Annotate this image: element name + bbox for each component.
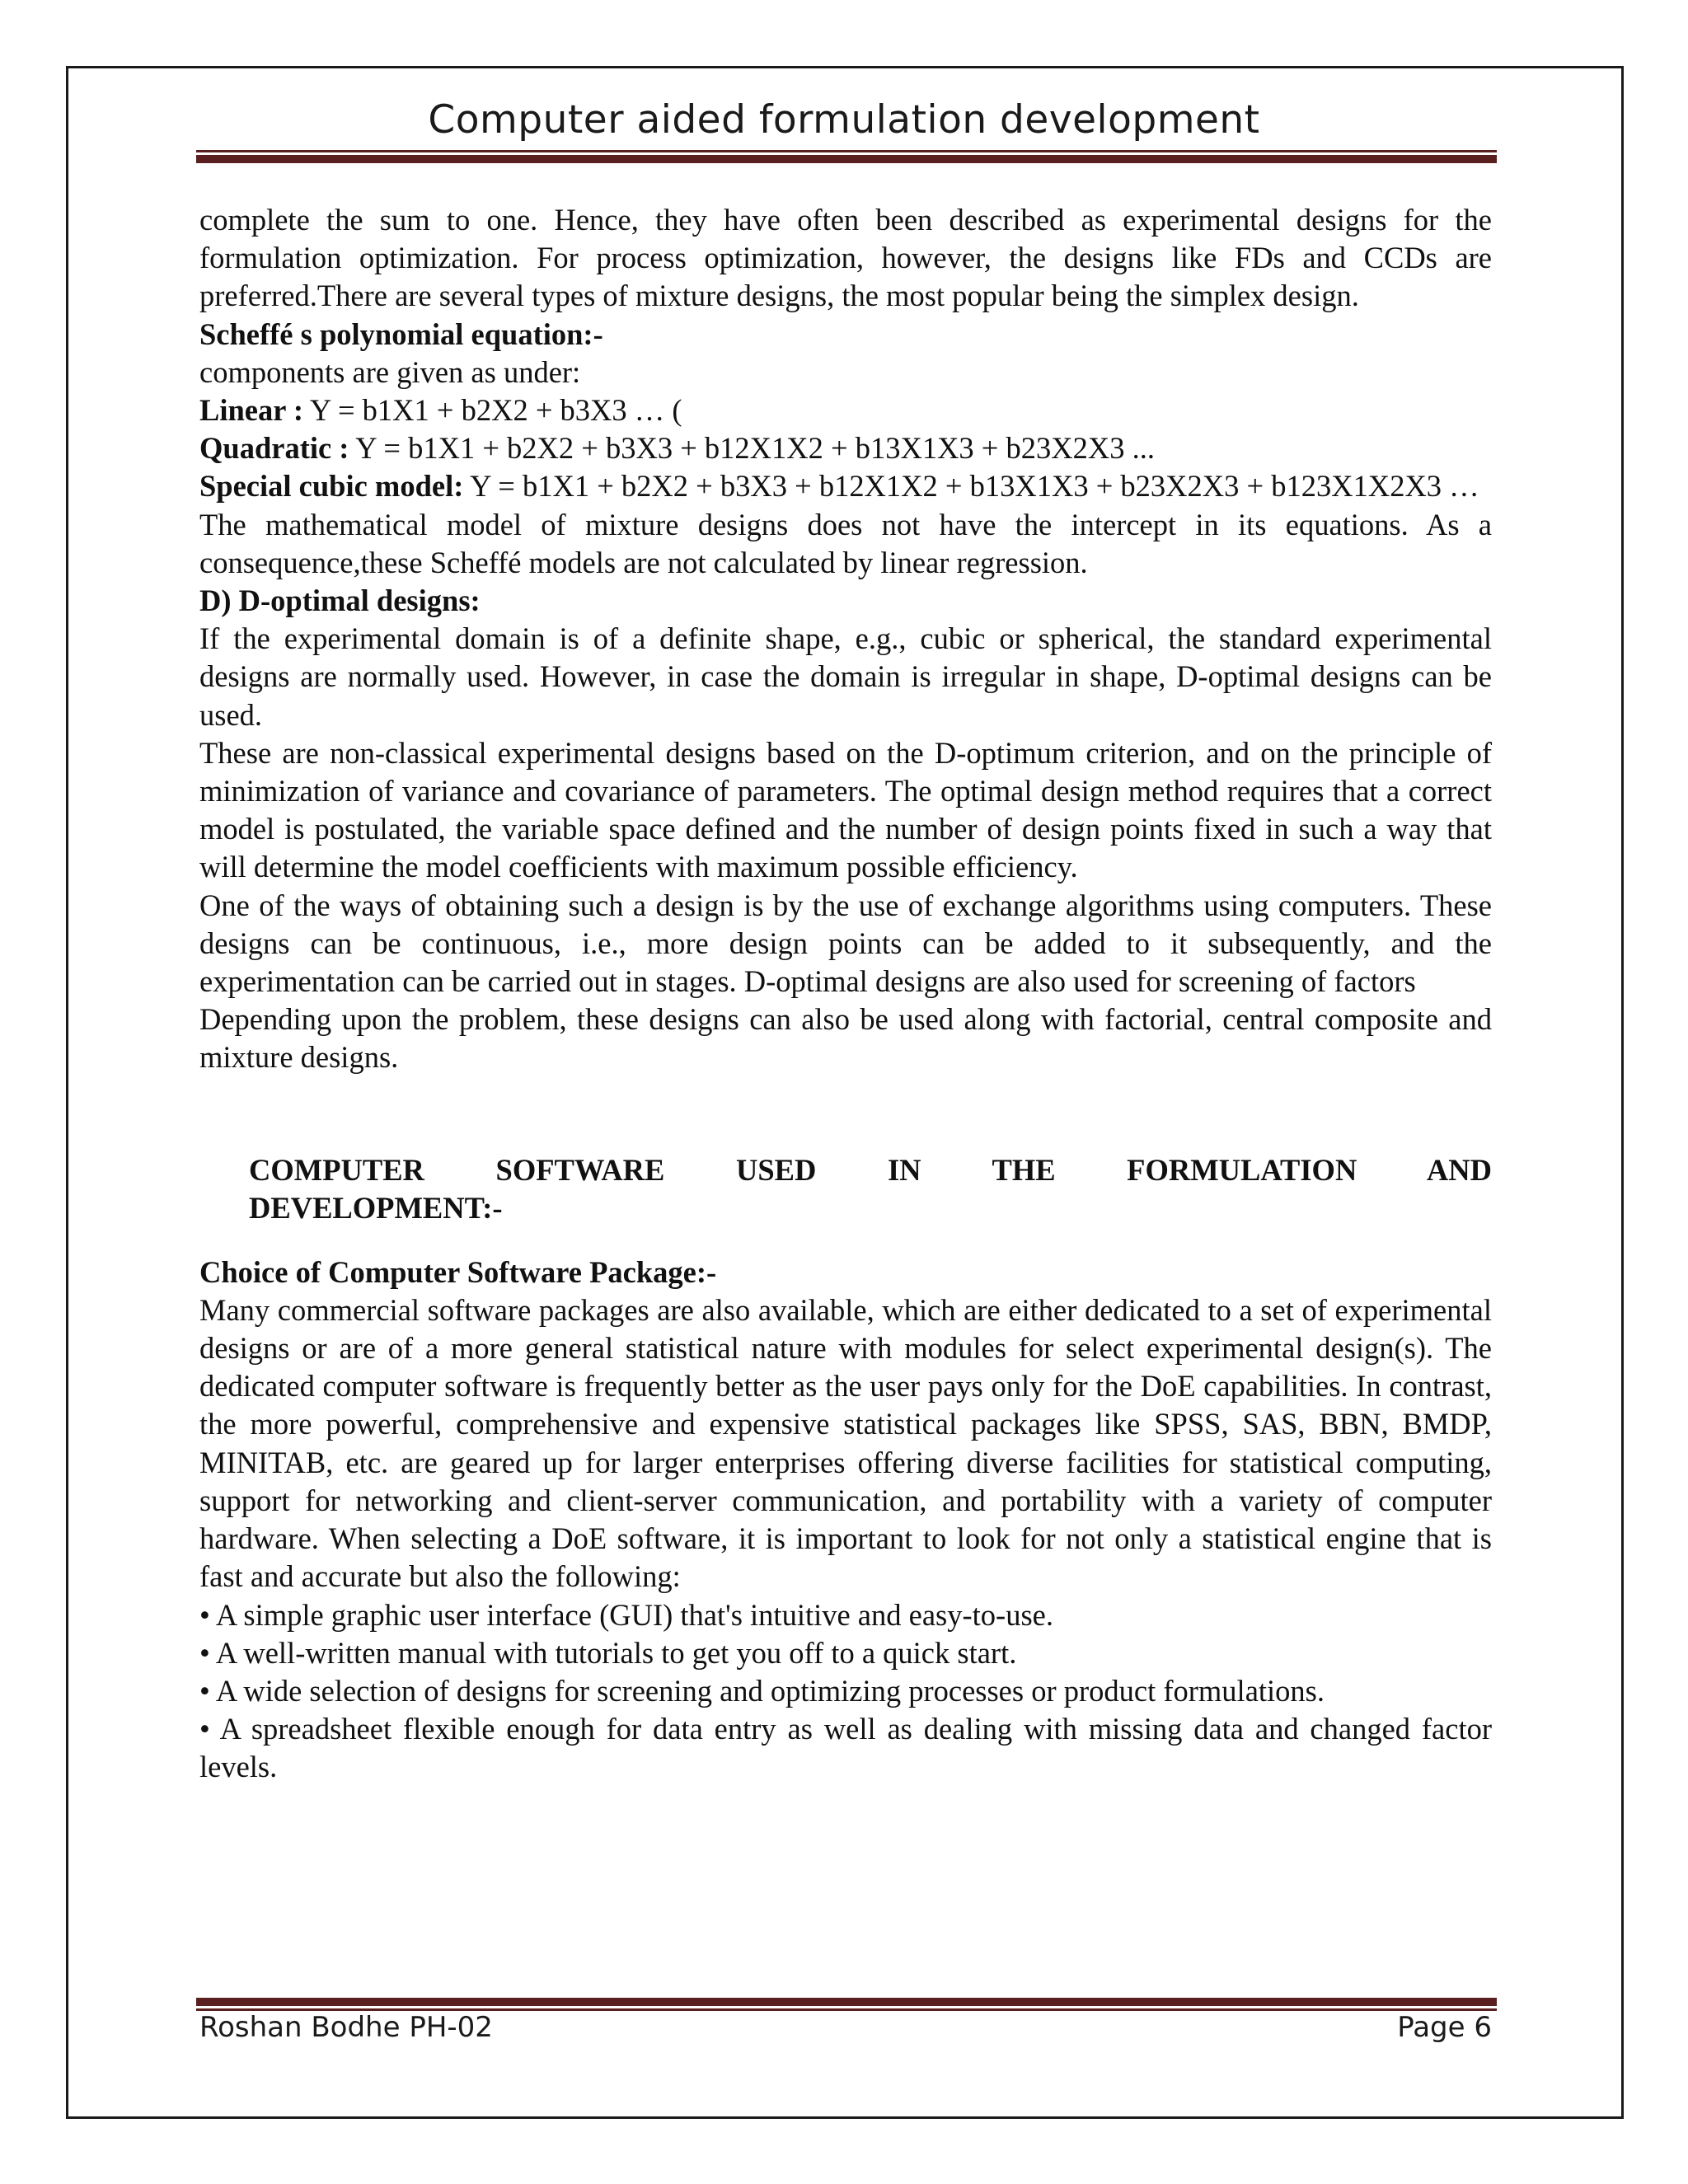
equation-linear <box>199 391 1492 429</box>
heading-spacer <box>199 1227 1492 1254</box>
paragraph-d-optimal-3: One of the ways of obtaining such a design is by the use of exchange algorithms using computers. These designs can be continuous, i.e., more design points can be added to it subsequently, and the experimentation can be carried out in stages. D-optimal designs are also used for screening of factors <box>199 888 1492 999</box>
section-heading-line1: COMPUTER SOFTWARE USED IN THE FORMULATION AND <box>249 1152 1492 1187</box>
equation-quadratic-label: Quadratic : <box>199 431 349 466</box>
paragraph-d-optimal-1: If the experimental domain is of a definite shape, e.g., cubic or spherical, the standard experimental designs are normally used. However, in case the domain is irregular in shape, D-optimal designs can be used. <box>199 621 1492 732</box>
bullet-item: • A spreadsheet flexible enough for data entry as well as dealing with missing data and changed factor levels. <box>199 1712 1492 1784</box>
footer-author: Roshan Bodhe PH-02 <box>199 2011 493 2044</box>
page-header-title: Computer aided formulation development <box>428 97 1260 143</box>
paragraph-mixture-model: The mathematical model of mixture designs does not have the intercept in its equations. As a consequence,these Scheffé models are not calculated by linear regression. <box>199 507 1492 579</box>
components-line: components are given as under: <box>199 354 581 389</box>
equation-linear-body: Y = b1X1 + b2X2 + b3X3 … ( <box>303 393 682 428</box>
heading-d-optimal: D) D-optimal designs: <box>199 583 481 618</box>
paragraph-d-optimal-2: These are non-classical experimental designs based on the D-optimum criterion, and on the principle of minimization of variance and covariance of parameters. The optimal design method requires that a correct model is postulated, the variable space defined and the number of design points fixed in such a way that will determine the model coefficients with maximum possible efficiency. <box>199 735 1492 884</box>
paragraph-d-optimal-4: Depending upon the problem, these designs can also be used along with factorial, central composite and mixture designs. <box>199 1002 1492 1075</box>
section-heading-line2: DEVELOPMENT:- <box>249 1190 503 1225</box>
equation-special-cubic <box>199 467 1492 505</box>
header-rule-thin <box>196 150 1497 152</box>
equation-quadratic <box>199 429 1492 467</box>
bullet-item: • A wide selection of designs for screening and optimizing processes or product formulations. <box>199 1673 1325 1708</box>
footer-rule-thick <box>196 1998 1497 2006</box>
bullet-item: • A simple graphic user interface (GUI) that's intuitive and easy-to-use. <box>199 1597 1053 1632</box>
equation-quadratic-body: Y = b1X1 + b2X2 + b3X3 + b12X1X2 + b13X1X3 + b23X2X3 ... <box>349 431 1155 466</box>
header-rule-thick <box>196 155 1497 163</box>
bullet-item: • A well-written manual with tutorials to get you off to a quick start. <box>199 1635 1017 1670</box>
heading-choice-software: Choice of Computer Software Package:- <box>199 1254 717 1289</box>
body-text <box>199 201 1492 1787</box>
section-spacer <box>199 1077 1492 1151</box>
equation-special-label: Special cubic model: <box>199 469 464 504</box>
footer-page-number: Page 6 <box>1397 2011 1492 2044</box>
paragraph-mixture-intro: complete the sum to one. Hence, they have often been described as experimental designs for the formulation optimization. For process optimization, however, the designs like FDs and CCDs are preferred.There are several types of mixture designs, the most popular being the simplex design. <box>199 203 1492 313</box>
heading-scheffe: Scheffé s polynomial equation:- <box>199 316 603 351</box>
equation-special-body: Y = b1X1 + b2X2 + b3X3 + b12X1X2 + b13X1X3 + b23X2X3 + b123X1X2X3 … <box>463 469 1479 504</box>
equation-linear-label: Linear : <box>199 393 304 428</box>
paragraph-choice-software: Many commercial software packages are also available, which are either dedicated to a set of experimental designs or are of a more general statistical nature with modules for select experimental design(s). The dedicated computer software is frequently better as the user pays only for the DoE capabilities. In contrast, the more powerful, comprehensive and expensive statistical packages like SPSS, SAS, BBN, BMDP, MINITAB, etc. are geared up for larger enterprises offering diverse facilities for statistical computing, support for networking and client-server communication, and portability with a variety of computer hardware. When selecting a DoE software, it is important to look for not only a statistical engine that is fast and accurate but also the following: <box>199 1292 1492 1594</box>
page-footer <box>199 2011 1492 2044</box>
